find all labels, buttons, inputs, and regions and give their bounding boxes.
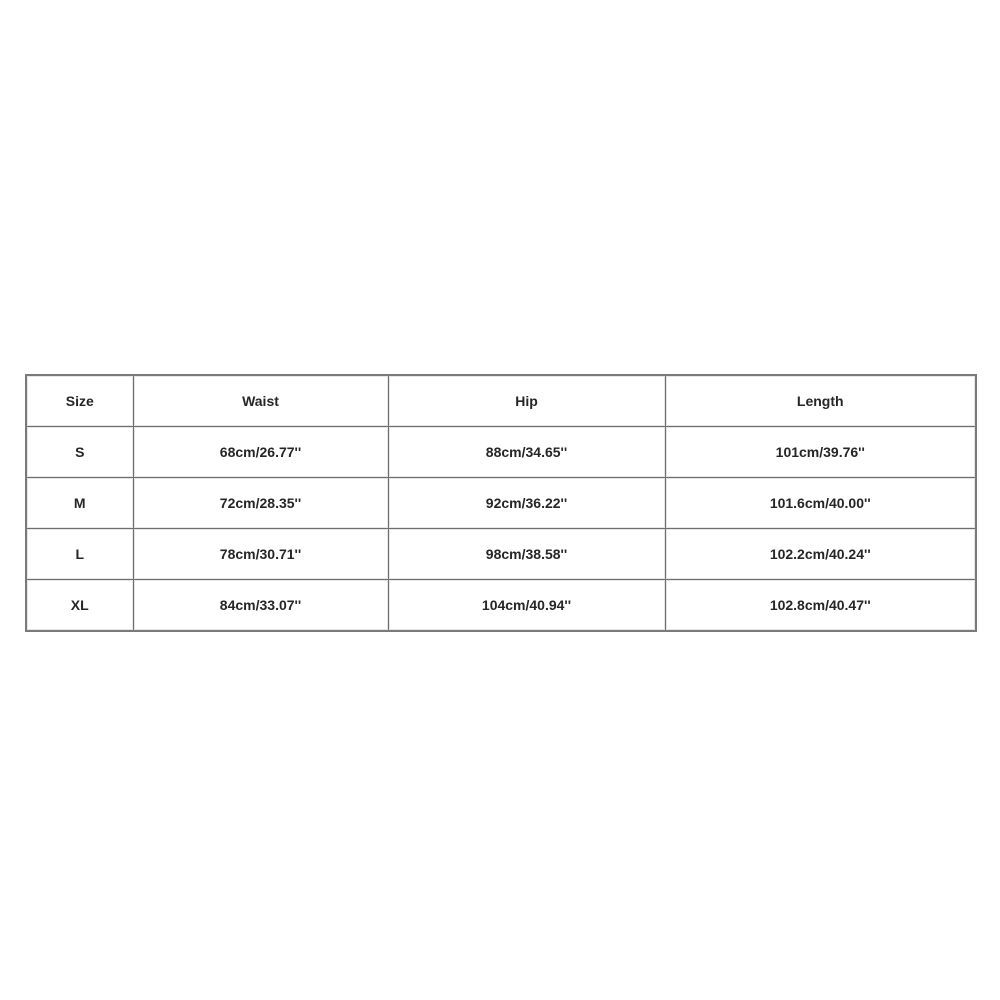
- header-hip: Hip: [388, 375, 665, 427]
- cell-hip: 92cm/36.22'': [388, 478, 665, 529]
- table-row: [26, 580, 976, 632]
- cell-size: L: [26, 529, 133, 580]
- cell-waist: 68cm/26.77'': [133, 427, 388, 478]
- header-size: Size: [26, 375, 133, 427]
- cell-length: 102.8cm/40.47'': [665, 580, 976, 632]
- header-length: Length: [665, 375, 976, 427]
- cell-hip: 104cm/40.94'': [388, 580, 665, 632]
- cell-size: XL: [26, 580, 133, 632]
- cell-waist: 84cm/33.07'': [133, 580, 388, 632]
- table-row: [26, 478, 976, 529]
- cell-length: 101cm/39.76'': [665, 427, 976, 478]
- cell-hip: 88cm/34.65'': [388, 427, 665, 478]
- cell-hip: 98cm/38.58'': [388, 529, 665, 580]
- table-header-row: [26, 375, 976, 427]
- cell-size: S: [26, 427, 133, 478]
- cell-size: M: [26, 478, 133, 529]
- size-chart-table: [25, 374, 977, 632]
- header-waist: Waist: [133, 375, 388, 427]
- table-row: [26, 427, 976, 478]
- cell-length: 102.2cm/40.24'': [665, 529, 976, 580]
- table-row: [26, 529, 976, 580]
- cell-waist: 78cm/30.71'': [133, 529, 388, 580]
- cell-waist: 72cm/28.35'': [133, 478, 388, 529]
- cell-length: 101.6cm/40.00'': [665, 478, 976, 529]
